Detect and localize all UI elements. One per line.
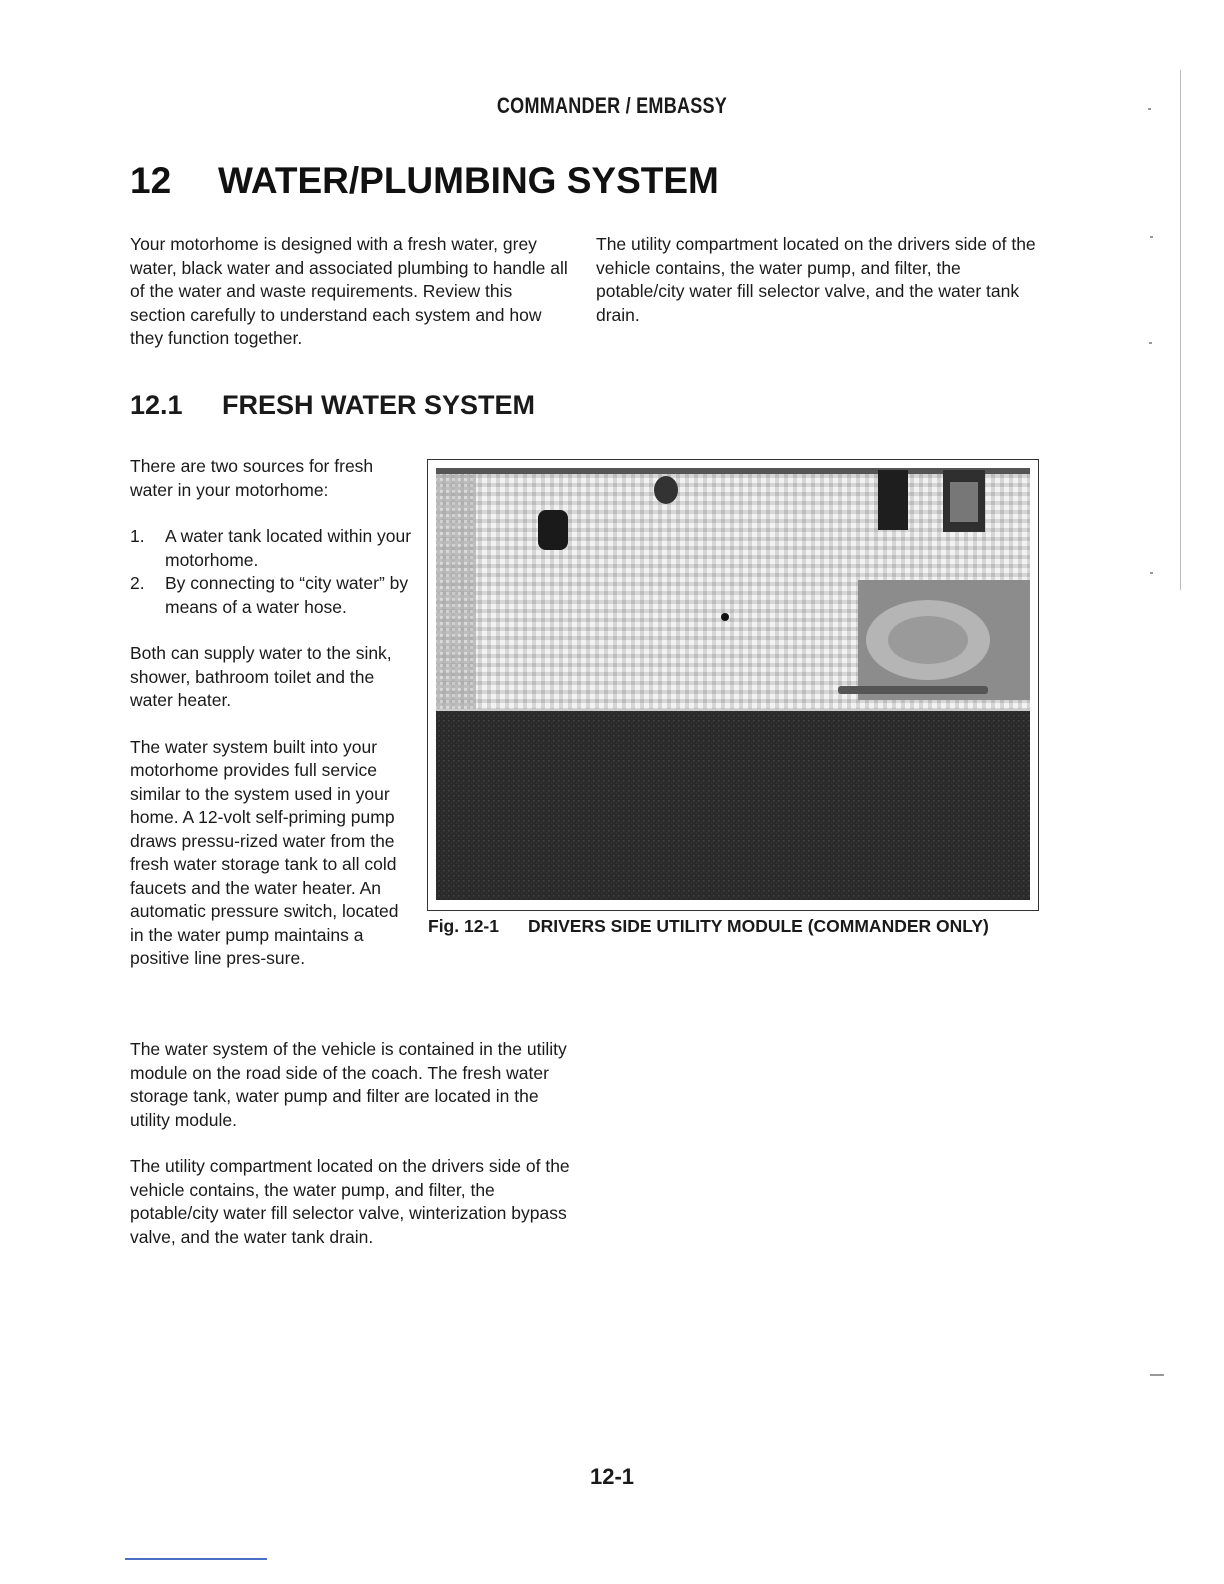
module-description: The water system of the vehicle is contained in the utility module on the road side of the coach. The fresh water storage tank, water pump and filter are located in the utility module. xyxy=(130,1039,567,1130)
compartment-description: The utility compartment located on the drivers side of the vehicle contains, the water pump, and filter, the potable/city water fill selector valve, winterization bypass valve, and the water tank drain. xyxy=(130,1156,570,1247)
chapter-number: 12 xyxy=(130,160,172,201)
intro-left-paragraph: Your motorhome is designed with a fresh water, grey water, black water and associated plumbing to handle all of the water and waste requirements. Review this section carefully to understand each system and how they function together. xyxy=(130,234,568,348)
scan-edge-line xyxy=(1180,70,1181,590)
section-heading xyxy=(130,390,535,421)
valve-handle xyxy=(878,470,908,530)
scan-bottom-line xyxy=(125,1558,267,1560)
figure-caption xyxy=(428,916,989,937)
utility-module-photo xyxy=(427,459,1039,911)
sources-list xyxy=(130,525,415,619)
section-number: 12.1 xyxy=(130,390,183,420)
figure-caption-text: DRIVERS SIDE UTILITY MODULE (COMMANDER ONLY) xyxy=(528,916,989,936)
selector-valve xyxy=(538,510,568,550)
sources-intro: There are two sources for fresh water in your motorhome: xyxy=(130,456,374,500)
hose xyxy=(838,686,988,694)
intro-right-paragraph: The utility compartment located on the drivers side of the vehicle contains, the water pump, and filter, the potable/city water fill selector valve, and the water tank drain. xyxy=(596,234,1036,325)
intro-left-column xyxy=(130,233,570,351)
list-item: 1. A water tank located within your motorhome. xyxy=(130,526,412,570)
compartment-floor xyxy=(436,710,1030,900)
supply-paragraph: Both can supply water to the sink, shower, bathroom toilet and the water heater. xyxy=(130,643,392,710)
scan-speck xyxy=(1149,342,1152,344)
scan-speck xyxy=(1148,108,1151,110)
page-number: 12-1 xyxy=(589,1464,635,1489)
scan-speck xyxy=(1150,1374,1164,1376)
fresh-water-wide-column xyxy=(130,1038,570,1249)
fresh-water-narrow-column xyxy=(130,455,415,971)
scan-speck xyxy=(1150,572,1153,574)
utility-module-photo-image xyxy=(428,460,1037,909)
figure-label: Fig. 12-1 xyxy=(428,916,499,936)
chapter-heading xyxy=(130,160,719,202)
scan-speck xyxy=(1150,236,1153,238)
running-header: COMMANDER / EMBASSY xyxy=(496,93,728,118)
chapter-title: WATER/PLUMBING SYSTEM xyxy=(218,160,719,201)
section-title: FRESH WATER SYSTEM xyxy=(222,390,536,420)
list-item: 2. By connecting to “city water” by means of a water hose. xyxy=(130,573,409,617)
intro-right-column xyxy=(596,233,1041,327)
system-description: The water system built into your motorhome provides full service similar to the system used in your home. A 12-volt self-priming pump draws pressu-rized water from the fresh water storage tank to all cold faucets and the water heater. An automatic pressure switch, located in the water pump maintains a positive line pres-sure. xyxy=(130,736,399,968)
